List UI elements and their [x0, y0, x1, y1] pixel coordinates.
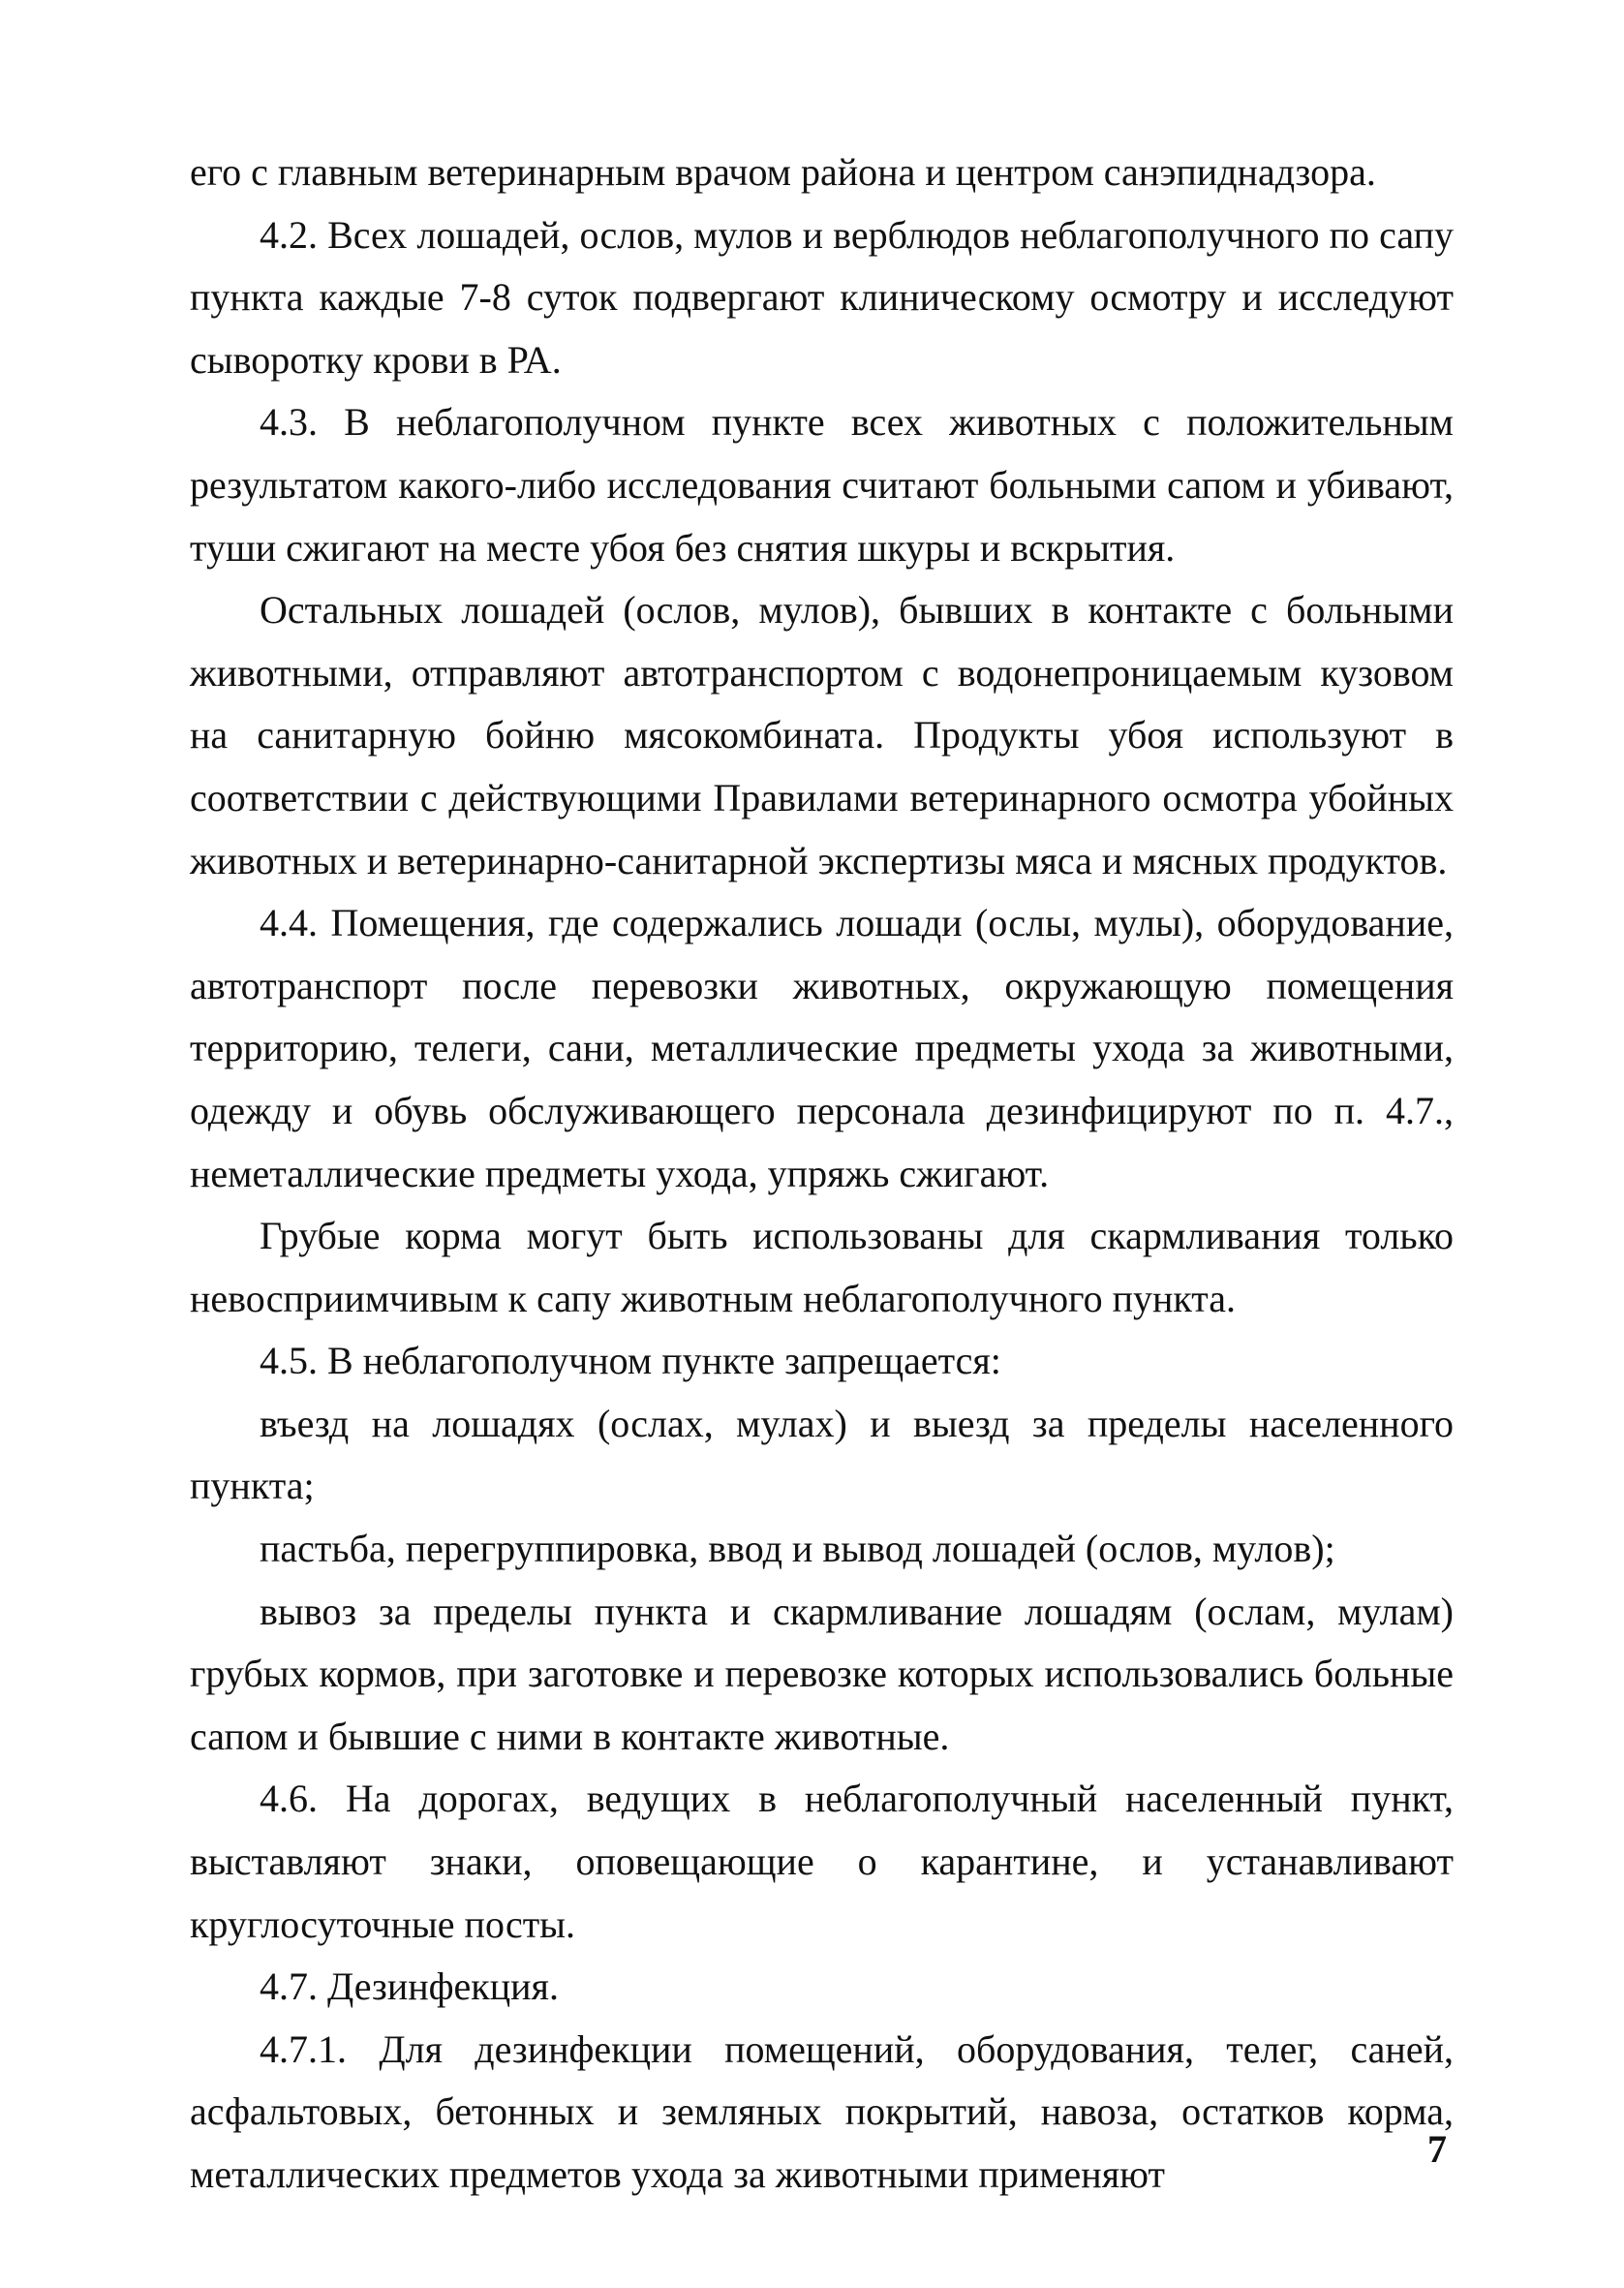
paragraph-4-2: 4.2. Всех лошадей, ослов, мулов и верблюдов неблагополучного по сапу пункта каждые 7-8 суток подвергают клиническому осмотру и исследуют сыворотку крови в РА.: [190, 212, 1454, 382]
document-body: [190, 141, 1454, 2207]
paragraph-4-5-export: вывоз за пределы пункта и скармливание лошадям (ослам, мулам) грубых кормов, при заготовке и перевозке которых использовались больные сапом и бывшие с ними в контакте животные.: [190, 1589, 1454, 1758]
paragraph-4-7: 4.7. Дезинфекция.: [260, 1964, 559, 2009]
paragraph-4-3-remaining-horses: Остальных лошадей (ослов, мулов), бывших в контакте с больными животными, отправляют автотранспортом с водонепроницаемым кузовом на санитарную бойню мясокомбината. Продукты убоя используют в соответствии с действующими Правилами ветеринарного осмотра убойных животных и ветеринарно-санитарной экспертизы мяса и мясных продуктов.: [190, 588, 1454, 882]
page-number: 7: [1427, 2127, 1447, 2171]
paragraph-4-4: 4.4. Помещения, где содержались лошади (ослы, мулы), оборудование, автотранспорт после перевозки животных, окружающую помещения территорию, телеги, сани, металлические предметы ухода за животными, одежду и обувь обслуживающего персонала дезинфицируют по п. 4.7., неметаллические предметы ухода, упряжь сжигают.: [190, 901, 1454, 1195]
paragraph-4-3: 4.3. В неблагополучном пункте всех животных с положительным результатом какого-либо исследования считают больными сапом и убивают, туши сжигают на месте убоя без снятия шкуры и вскрытия.: [190, 400, 1454, 570]
paragraph-4-5: 4.5. В неблагополучном пункте запрещается:: [260, 1339, 1001, 1383]
paragraph-4-5-entry: въезд на лошадях (ослах, мулах) и выезд за пределы населенного пункта;: [190, 1401, 1454, 1508]
paragraph-intro-continuation: его с главным ветеринарным врачом района и центром санэпиднадзора.: [190, 150, 1376, 194]
paragraph-4-5-grazing: пастьба, перегруппировка, ввод и вывод лошадей (ослов, мулов);: [260, 1527, 1335, 1571]
paragraph-4-7-1: 4.7.1. Для дезинфекции помещений, оборудования, телег, саней, асфальтовых, бетонных и земляных покрытий, навоза, остатков корма, металлических предметов ухода за животными применяют: [190, 2026, 1454, 2196]
paragraph-4-4-forage: Грубые корма могут быть использованы для скармливания только невосприимчивым к сапу животным неблагополучного пункта.: [190, 1214, 1454, 1320]
paragraph-4-6: 4.6. На дорогах, ведущих в неблагополучный населенный пункт, выставляют знаки, оповещающие о карантине, и устанавливают круглосуточные посты.: [190, 1777, 1454, 1946]
